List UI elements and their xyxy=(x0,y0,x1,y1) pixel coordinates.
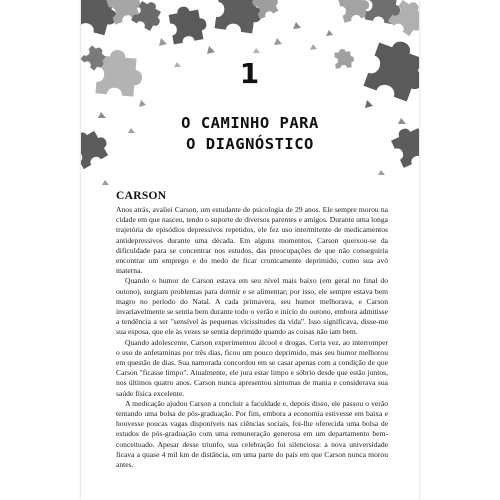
triangle-decoration xyxy=(253,48,260,53)
section-heading: CARSON xyxy=(116,190,167,202)
paragraph: A medicação ajudou Carson a concluir a faculdade e, depois disso, ele passou o verão tentando uma bolsa de pós-graduação. Por fim, embora a economia estivesse em baixa e houvesse poucas vagas disponíveis nas ciências sociais, foi-lhe oferecida uma bolsa de estudos de pós-graduação com uma remuneração generosa em um departamento bem-conceituado. Apesar desse triunfo, sua celebração foi silenciosa: a nova universidade ficava a quase 4 mil km de distância, em uma parte do país em que Carson nunca morou antes. xyxy=(116,398,388,470)
chapter-title-line: O CAMINHO PARA xyxy=(181,114,319,132)
chapter-title-line: O DIAGNÓSTICO xyxy=(186,135,314,153)
body-text xyxy=(116,205,388,470)
chapter-title xyxy=(81,113,419,155)
triangle-decoration xyxy=(159,38,167,46)
paragraph: Quando adolescente, Carson experimentou álcool e drogas. Certa vez, ao interromper o uso de anfetaminas por três dias, ficou um pouco deprimido, mas seu humor melhorou em questão de dias. Sua namorada concordou em se casar apenas com a condição de que Carson "ficasse limpo". Atualmente, ele jura estar limpo e sóbrio desde que estão juntos, nos últimos quatro anos. Carson nunca apresentou sintomas de mania e considerava sua saúde física excelente. xyxy=(116,337,388,398)
triangle-decoration xyxy=(293,22,301,29)
chapter-number: 1 xyxy=(239,57,261,90)
paragraph: Anos atrás, avaliei Carson, um estudante de psicologia de 29 anos. Ele sempre morou na cidade em que nasceu, tendo o suporte de diversos parentes e amigos. Durante uma longa trajetória de episódios depressivos repetidos, ele fez uso intermitente de medicamentos antidepressivos durante uma década. Em alguns momentos, Carson queixou-se da dificuldade para se concentrar nos estudos, das preocupações de que não conseguiria encontrar um emprego e do medo de ficar cronicamente deprimido, como sua avó materna. xyxy=(116,205,388,276)
triangle-decoration xyxy=(274,38,282,45)
book-page xyxy=(81,0,419,500)
puzzle-piece-shape xyxy=(168,3,209,44)
triangle-decoration xyxy=(378,170,385,175)
triangle-decoration xyxy=(365,100,373,108)
puzzle-pieces-decoration xyxy=(81,0,419,200)
triangle-decoration xyxy=(310,44,317,50)
triangle-decoration xyxy=(326,30,333,36)
triangle-decoration xyxy=(102,180,109,185)
triangle-decoration xyxy=(207,46,215,54)
triangle-decoration xyxy=(139,100,146,107)
paragraph: Quando o humor de Carson estava em seu nível mais baixo (em geral no final do outono), surgiam problemas para dormir e se alimentar; por isso, ele sempre estava bem magro no período do Natal. A cada primavera, seu humor melhorava, e Carson invariavelmente se sentia bem durante todo o verão e início do outono, embora admitisse a tendência a ser "sensível às pequenas vicissitudes da vida". Isso significava, disse-me sua esposa, que ele às vezes se sentia deprimido quando as coisas não iam bem. xyxy=(116,276,388,337)
